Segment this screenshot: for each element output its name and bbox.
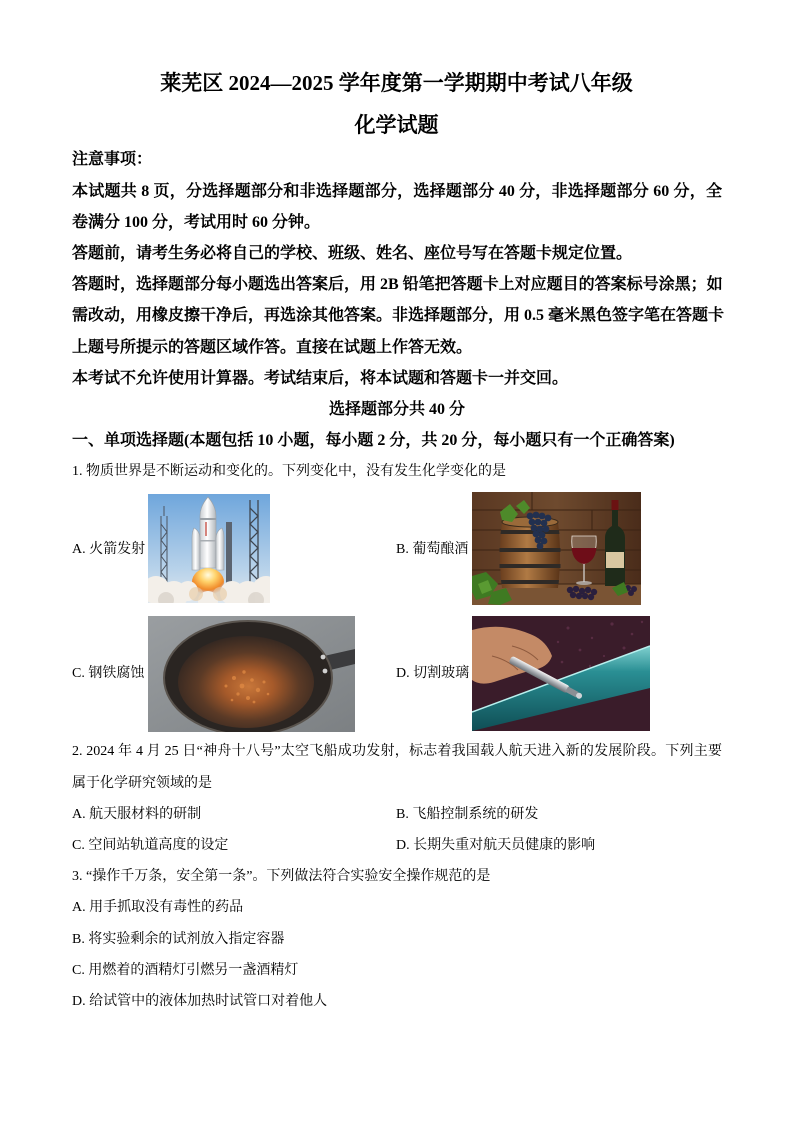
notes-line: 本考试不允许使用计算器。考试结束后，将本试题和答题卡一并交回。 — [72, 369, 569, 387]
question-1-option-d: D. 切割玻璃 — [396, 666, 470, 681]
question-2-options-row — [72, 799, 722, 830]
question-2-options-row — [72, 830, 722, 861]
question-2-option-c: C. 空间站轨道高度的设定 — [72, 837, 229, 853]
rocket-launch-image — [148, 494, 270, 603]
question-2-option-a: A. 航天服材料的研制 — [72, 806, 202, 822]
notes-heading: 注意事项： — [72, 151, 153, 169]
part-heading: 一、单项选择题(本题包括 10 小题，每小题 2 分，共 20 分，每小题只有一个正确答案) — [72, 432, 675, 450]
question-3-option-b: B. 将实验剩余的试剂放入指定容器 — [72, 931, 285, 947]
section-title: 选择题部分共 40 分 — [328, 400, 465, 418]
question-1-option-b: B. 葡萄酿酒 — [396, 542, 469, 557]
question-2-stem: 2. 2024 年 4 月 25 日“神舟十八号”太空飞船成功发射，标志着我国载人航天进入新的发展阶段。下列主要 — [72, 744, 722, 760]
questions-2-3 — [72, 736, 722, 1017]
wine-making-image — [472, 492, 641, 605]
question-2-stem: 属于化学研究领域的是 — [72, 775, 212, 791]
notes-line: 需改动，用橡皮擦干净后，再选涂其他答案。非选择题部分，用 0.5 毫米黑色签字笔在答题卡 — [72, 307, 725, 325]
rusty-pan-image — [148, 616, 355, 732]
question-2-option-d: D. 长期失重对航天员健康的影响 — [396, 837, 596, 853]
question-3-option-c: C. 用燃着的酒精灯引燃另一盏酒精灯 — [72, 962, 299, 978]
notes-line: 卷满分 100 分，考试用时 60 分钟。 — [72, 213, 321, 231]
question-3-option-d: D. 给试管中的液体加热时试管口对着他人 — [72, 993, 328, 1009]
question-2-option-b: B. 飞船控制系统的研发 — [396, 806, 539, 822]
question-1-stem: 1. 物质世界是不断运动和变化的。下列变化中，没有发生化学变化的是 — [72, 464, 506, 480]
notes-line: 上题号所提示的答题区域作答。直接在试题上作答无效。 — [72, 338, 473, 356]
question-3-stem: 3. “操作千万条，安全第一条”。下列做法符合实验安全操作规范的是 — [72, 869, 491, 885]
exam-title: 莱芜区 2024—2025 学年度第一学期期中考试八年级 — [160, 71, 633, 95]
question-3-option-a: A. 用手抓取没有毒性的药品 — [72, 900, 244, 916]
question-1-option-c: C. 钢铁腐蚀 — [72, 666, 145, 681]
notes-line: 答题前，请考生务必将自己的学校、班级、姓名、座位号写在答题卡规定位置。 — [72, 244, 633, 262]
notes-line: 本试题共 8 页，分选择题部分和非选择题部分，选择题部分 40 分，非选择题部分 60 分，全 — [72, 182, 722, 200]
notes-line: 答题时，选择题部分每小题选出答案后，用 2B 铅笔把答题卡上对应题目的答案标号涂黑；如 — [72, 276, 723, 294]
question-1-option-a: A. 火箭发射 — [72, 542, 146, 557]
exam-subject: 化学试题 — [354, 113, 439, 137]
glass-cutting-image — [472, 616, 650, 731]
notes-section — [72, 144, 725, 487]
